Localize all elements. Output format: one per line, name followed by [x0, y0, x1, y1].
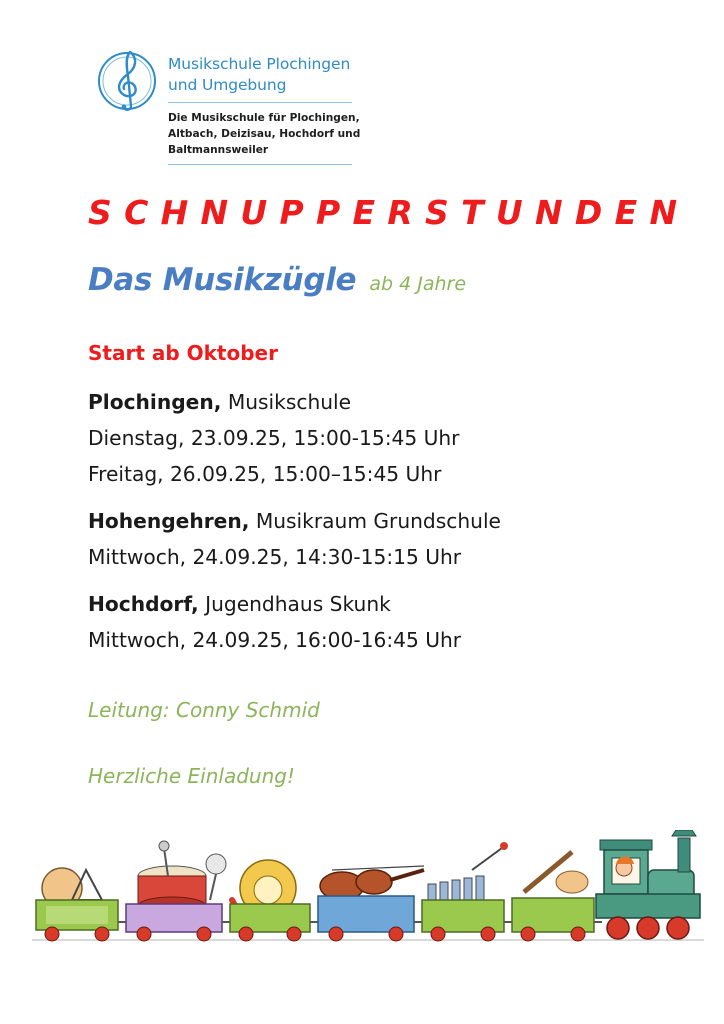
location-place: Hohengehren, [88, 509, 250, 533]
location-venue: Musikraum Grundschule [249, 509, 501, 533]
school-name [168, 54, 350, 96]
location-place: Hochdorf, [88, 592, 199, 616]
locomotive-icon [596, 830, 700, 939]
treble-clef-icon [94, 46, 160, 112]
instrument-train-illustration [32, 830, 704, 950]
location-venue: Musikschule [221, 390, 352, 414]
location-venue: Jugendhaus Skunk [198, 592, 391, 616]
leitung: Leitung: Conny Schmid [88, 698, 320, 722]
logo-divider-bottom [168, 164, 352, 165]
course-age: ab 4 Jahre [369, 273, 467, 295]
course-title [88, 262, 466, 298]
tagline-line1: Die Musikschule für Plochingen, [168, 112, 360, 124]
school-tagline [168, 110, 368, 158]
location-hochdorf [88, 586, 461, 658]
location-time: Mittwoch, 24.09.25, 14:30-15:15 Uhr [88, 545, 462, 569]
location-time: Dienstag, 23.09.25, 15:00-15:45 Uhr [88, 426, 460, 450]
course-name: Das Musikzügle [88, 262, 357, 298]
tagline-line3: Baltmannsweiler [168, 144, 269, 156]
start-date: Start ab Oktober [88, 341, 278, 365]
wagon-violin-icon [318, 866, 424, 941]
location-time: Freitag, 26.09.25, 15:00–15:45 Uhr [88, 462, 442, 486]
wagon-horn-icon [230, 860, 310, 941]
location-time: Mittwoch, 24.09.25, 16:00-16:45 Uhr [88, 628, 462, 652]
location-hohengehren [88, 503, 501, 575]
wagon-percussion-icon [36, 868, 118, 941]
headline: SCHNUPPERSTUNDEN [88, 193, 690, 232]
tagline-line2: Altbach, Deizisau, Hochdorf und [168, 128, 361, 140]
school-name-line1: Musikschule Plochingen [168, 55, 351, 73]
school-name-line2: und Umgebung [168, 76, 287, 94]
wagon-flute-icon [512, 852, 594, 941]
location-place: Plochingen, [88, 390, 222, 414]
logo-divider-top [168, 102, 352, 103]
wagon-drum-icon [126, 841, 226, 941]
location-plochingen [88, 384, 459, 492]
invitation: Herzliche Einladung! [88, 764, 295, 788]
wagon-xylophone-icon [422, 842, 508, 941]
